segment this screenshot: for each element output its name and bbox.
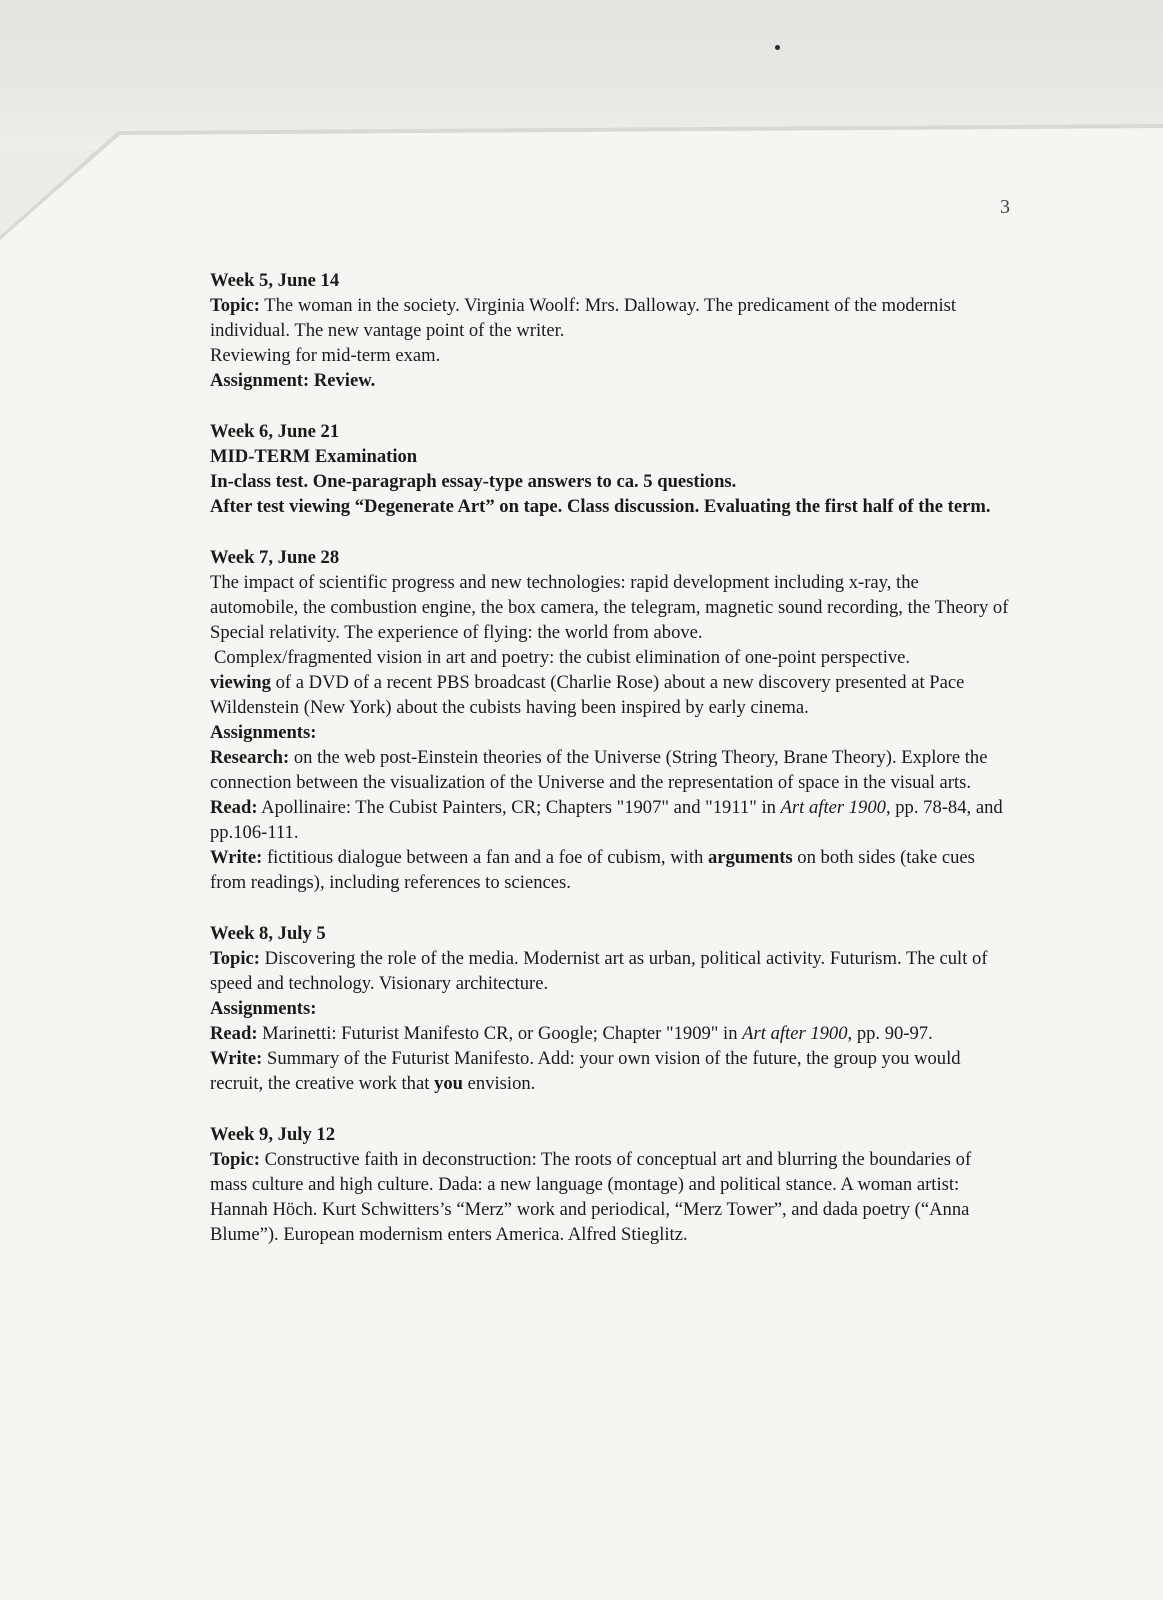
read-paragraph bbox=[210, 795, 1010, 845]
topic-paragraph: The impact of scientific progress and new technologies: rapid development including x-ray, the automobile, the combustion engine, the box camera, the telegram, magnetic sound recording, the Theory of Special relativity. The experience of flying: the world from above. bbox=[210, 572, 1009, 643]
write-label: Write: bbox=[210, 847, 263, 868]
viewing-label: viewing bbox=[210, 672, 271, 693]
write-text: Summary of the Futurist Manifesto. Add: your own vision of the future, the group you would recruit, the creative work that bbox=[210, 1048, 961, 1094]
write-paragraph bbox=[210, 1046, 1010, 1096]
topic-label: Topic: bbox=[210, 948, 260, 969]
research-label: Research: bbox=[210, 747, 290, 768]
topic-paragraph bbox=[210, 293, 1010, 343]
week-8-section bbox=[210, 921, 1010, 1096]
topic-paragraph: Complex/fragmented vision in art and poetry: the cubist elimination of one-point perspective. bbox=[214, 647, 911, 668]
read-label: Read: bbox=[210, 797, 258, 818]
week-heading: Week 5, June 14 bbox=[210, 270, 340, 291]
test-description: In-class test. One-paragraph essay-type answers to ca. 5 questions. bbox=[210, 471, 737, 492]
topic-text: Discovering the role of the media. Modernist art as urban, political activity. Futurism. The cult of speed and technology. Visionary architecture. bbox=[210, 948, 988, 994]
write-emphasis: arguments bbox=[707, 847, 793, 868]
week-heading: Week 8, July 5 bbox=[210, 923, 326, 944]
read-text: Apollinaire: The Cubist Painters, CR; Chapters "1907" and "1911" in bbox=[257, 797, 781, 818]
week-6-section bbox=[210, 419, 1010, 519]
week-heading: Week 7, June 28 bbox=[210, 547, 340, 568]
exam-title: MID-TERM Examination bbox=[210, 446, 418, 467]
write-text-end: envision. bbox=[463, 1073, 536, 1094]
read-pages: , pp. 90-97. bbox=[847, 1023, 933, 1044]
research-paragraph bbox=[210, 745, 1010, 795]
week-5-section bbox=[210, 268, 1010, 393]
assignments-label: Assignments: bbox=[210, 722, 317, 743]
write-label: Write: bbox=[210, 1048, 263, 1069]
syllabus-body bbox=[210, 268, 1010, 1273]
write-text-end: on both sides (take cues from readings), including references to sciences. bbox=[210, 847, 975, 893]
assignments-label: Assignments: bbox=[210, 998, 317, 1019]
review-line: Reviewing for mid-term exam. bbox=[210, 345, 441, 366]
research-text: on the web post-Einstein theories of the Universe (String Theory, Brane Theory). Explore the connection between the visualization of the Universe and the representation of space in the visual arts. bbox=[210, 747, 988, 793]
book-title: Art after 1900 bbox=[780, 797, 886, 818]
topic-paragraph bbox=[210, 1147, 1010, 1247]
write-emphasis: you bbox=[434, 1073, 463, 1094]
book-title: Art after 1900 bbox=[742, 1023, 848, 1044]
topic-label: Topic: bbox=[210, 1149, 260, 1170]
page-number: 3 bbox=[1000, 196, 1010, 218]
dust-speck bbox=[775, 45, 780, 50]
week-9-section bbox=[210, 1122, 1010, 1247]
assignment-line: Assignment: Review. bbox=[210, 370, 376, 391]
read-paragraph bbox=[210, 1021, 1010, 1046]
topic-text: The woman in the society. Virginia Woolf: Mrs. Dalloway. The predicament of the modernist individual. The new vantage point of the writer. bbox=[210, 295, 957, 341]
topic-text: Constructive faith in deconstruction: The roots of conceptual art and blurring the boundaries of mass culture and high culture. Dada: a new language (montage) and political stance. A woman artist: Hannah Höch. Kurt Schwitters’s “Merz” work and periodical, “Merz Tower”, and dada poetry (“Anna Blume”). European modernism enters America. Alfred Stieglitz. bbox=[210, 1149, 972, 1245]
topic-paragraph bbox=[210, 946, 1010, 996]
topic-label: Topic: bbox=[210, 295, 260, 316]
read-label: Read: bbox=[210, 1023, 258, 1044]
write-paragraph bbox=[210, 845, 1010, 895]
write-text: fictitious dialogue between a fan and a foe of cubism, with bbox=[262, 847, 708, 868]
viewing-text: of a DVD of a recent PBS broadcast (Charlie Rose) about a new discovery presented at Pace Wildenstein (New York) about the cubists having been inspired by early cinema. bbox=[210, 672, 965, 718]
read-text: Marinetti: Futurist Manifesto CR, or Google; Chapter "1909" in bbox=[257, 1023, 743, 1044]
week-7-section bbox=[210, 545, 1010, 895]
week-heading: Week 6, June 21 bbox=[210, 421, 340, 442]
week-heading: Week 9, July 12 bbox=[210, 1124, 335, 1145]
after-test-description: After test viewing “Degenerate Art” on tape. Class discussion. Evaluating the first half of the term. bbox=[210, 496, 991, 517]
read-pages: , pp. 78-84, and pp.106-111. bbox=[210, 797, 1003, 843]
viewing-paragraph bbox=[210, 670, 1010, 720]
